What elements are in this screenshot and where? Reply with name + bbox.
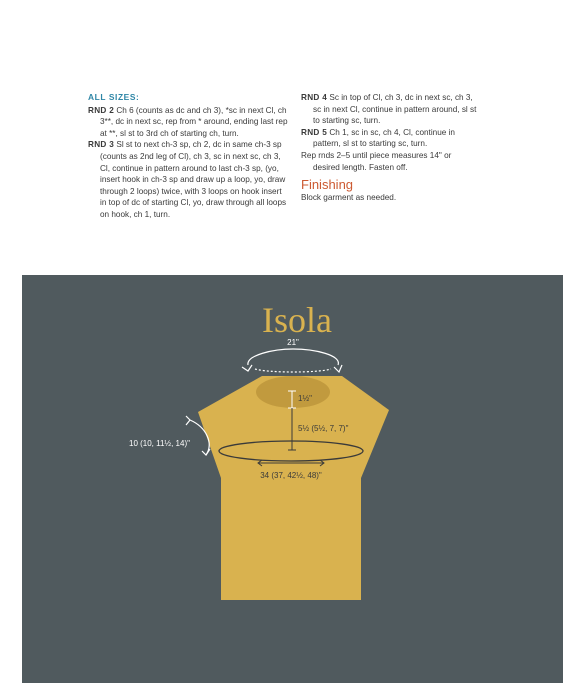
sleeve-circumference-label: 10 (10, 11½, 14)" (129, 439, 190, 448)
rnd5-paragraph (301, 127, 479, 150)
schematic-panel (22, 275, 563, 683)
schematic-diagram (22, 275, 563, 683)
garment-body-shape (198, 376, 389, 600)
neck-circumference-label: 21" (287, 338, 299, 347)
rnd4-paragraph (301, 92, 479, 127)
instructions-left-column (88, 92, 288, 221)
neck-circumference-arrow (242, 349, 342, 372)
rnd2-text: Ch 6 (counts as dc and ch 3), *sc in next Cl, ch 3**, dc in next sc, rep from * around, ending last rep at **, sl st to 3rd ch of starting ch, turn. (100, 105, 288, 138)
rnd3-label: RND 3 (88, 140, 115, 150)
rnd4-label: RND 4 (301, 93, 328, 102)
rnd2-label: RND 2 (88, 105, 115, 115)
finishing-text: Block garment as needed. (301, 192, 397, 202)
rnd5-text: Ch 1, sc in sc, ch 4, Cl, continue in pattern, sl st to starting sc, turn. (313, 127, 455, 149)
neck-depth-label: 1½" (298, 394, 312, 403)
rnd3-text: Sl st to next ch-3 sp, ch 2, dc in same ch-3 sp (counts as 2nd leg of Cl), ch 3, sc in next sc, ch 3, Cl, continue in pattern around to last ch-3 sp, (yo, insert hook in ch-3 sp and draw up a loop, yo, draw through 2 loops) twice, with 3 loops on hook insert in top of dc of starting Cl, yo, draw through all loops on hook, ch 1, turn. (100, 140, 287, 219)
rnd3-paragraph (88, 139, 288, 220)
all-sizes-heading: ALL SIZES: (88, 92, 140, 102)
rnd2-paragraph (88, 105, 288, 140)
finishing-heading: Finishing (301, 177, 354, 193)
body-circumference-label: 34 (37, 42½, 48)" (260, 471, 322, 480)
schematic-title: Isola (262, 300, 332, 340)
armhole-depth-label: 5½ (5½, 7, 7)" (298, 424, 349, 433)
repeat-paragraph: Rep rnds 2–5 until piece measures 14" or desired length. Fasten off. (301, 150, 452, 172)
instructions-right-column (301, 92, 479, 203)
rnd4-text: Sc in top of Cl, ch 3, dc in next sc, ch 3, sc in next Cl, continue in pattern around, sl st to starting sc, turn. (313, 93, 477, 126)
rnd5-label: RND 5 (301, 127, 328, 137)
neck-opening (256, 376, 330, 408)
